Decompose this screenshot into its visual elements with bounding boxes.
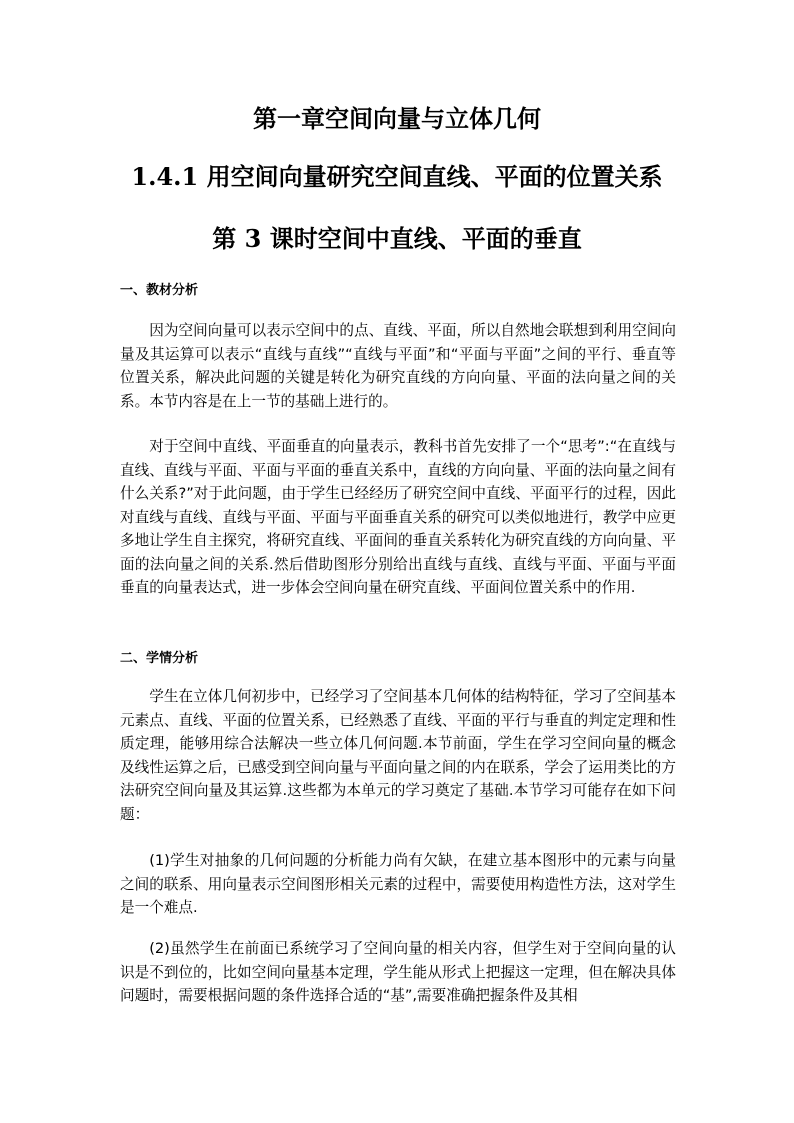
section-title: 1.4.1 用空间向量研究空间直线、平面的位置关系 [131, 162, 663, 191]
paragraph: (1)学生对抽象的几何问题的分析能力尚有欠缺，在建立基本图形中的元素与向量之间的联系、用向量表示空间图形相关元素的过程中，需要使用构造性方法，这对学生是一个难点. [120, 852, 676, 916]
paragraph: 学生在立体几何初步中，已经学习了空间基本几何体的结构特征，学习了空间基本元素点、直线、平面的位置关系，已经熟悉了直线、平面的平行与垂直的判定定理和性质定理，能够用综合法解决一些立体几何问题.本节前面，学生在学习空间向量的概念及线性运算之后，已感受到空间向量与平面向量之间的内在联系，学会了运用类比的方法研究空间向量及其运算.这些都为本单元的学习奠定了基础.本节学习可能存在如下问题： [120, 688, 676, 823]
lesson-title: 第 3 课时空间中直线、平面的垂直 [212, 224, 582, 253]
paragraph: 因为空间向量可以表示空间中的点、直线、平面，所以自然地会联想到利用空间向量及其运算可以表示“直线与直线”“直线与平面”和“平面与平面”之间的平行、垂直等位置关系，解决此问题的关键是转化为研究直线的方向向量、平面的法向量之间的关系。本节内容是在上一节的基础上进行的。 [120, 322, 676, 410]
paragraph: (2)虽然学生在前面已系统学习了空间向量的相关内容，但学生对于空间向量的认识是不到位的，比如空间向量基本定理，学生能从形式上把握这一定理，但在解决具体问题时，需要根据问题的条件选择合适的“基”,需要准确把握条件及其相 [120, 940, 676, 1004]
chapter-title: 第一章空间向量与立体几何 [253, 104, 541, 133]
heading-student-analysis: 二、学情分析 [120, 651, 199, 666]
paragraph: 对于空间中直线、平面垂直的向量表示，教科书首先安排了一个“思考”:“在直线与直线、直线与平面、平面与平面的垂直关系中，直线的方向向量、平面的法向量之间有什么关系?”对于此问题，由于学生已经经历了研究空间中直线、平面平行的过程，因此对直线与直线、直线与平面、平面与平面垂直关系的研究可以类似地进行，教学中应更多地让学生自主探究，将研究直线、平面间的垂直关系转化为研究直线的方向向量、平面的法向量之间的关系.然后借助图形分别给出直线与直线、直线与平面、平面与平面垂直的向量表达式，进一步体会空间向量在研究直线、平面间位置关系中的作用. [120, 438, 676, 596]
heading-textbook-analysis: 一、教材分析 [120, 283, 199, 298]
